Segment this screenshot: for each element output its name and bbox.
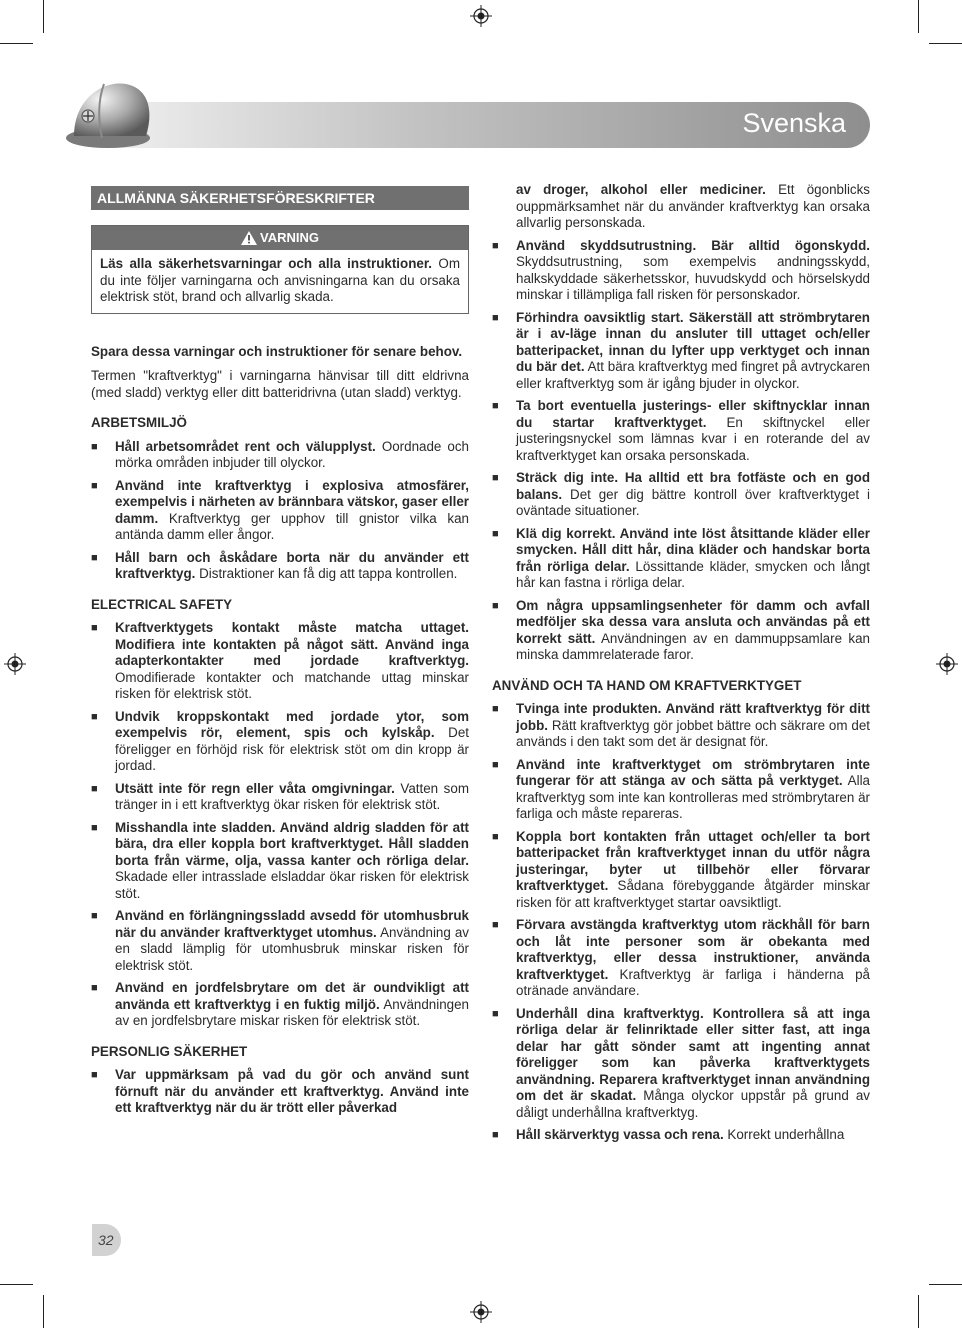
item-text: Ett ögonblicks ouppmärksamhet när du använder kraftverktyg kan orsaka allvarlig personskada. <box>516 182 871 230</box>
item-bold: Använd en jordfelsbrytare om det är oundvikligt att använda ett kraftverktyg i en fuktig miljö. <box>115 980 469 1012</box>
term-note: Termen "kraftverktyg" i varningarna hänvisar till ditt eldrivna (med sladd) verktyg eller ditt batteridrivna (utan sladd) verktyg. <box>91 368 469 400</box>
list-item <box>492 1127 870 1144</box>
list-item <box>91 620 469 703</box>
item-bold: Klä dig korrekt. Använd inte löst åtsittande kläder eller smycken. Håll ditt hår, dina kläder och handskar borta från rörliga delar. <box>516 525 870 574</box>
warning-bold-text: Läs alla säkerhetsvarningar och alla instruktioner. <box>100 256 433 271</box>
item-text: Användning av en sladd lämplig för utomhusbruk minskar risken för elektrisk stöt. <box>115 924 470 973</box>
item-text: Att bära kraftverktyg med fingret på avtryckaren eller kraftverktyg som är igång bjuder in olyckor. <box>516 359 870 391</box>
item-bold: Använd skyddsutrustning. Bär alltid ögonskydd. <box>516 237 870 253</box>
item-text: Kraftverktyg ger upphov till gnistor vilka kan antända damm eller ångor. <box>115 510 469 542</box>
registration-mark-icon <box>936 653 958 675</box>
item-bold: Kraftverktygets kontakt måste matcha uttaget. Modifiera inte kontakten på något sätt. Använd inga adapterkontakter med jordade kraftverktyg. <box>115 620 469 668</box>
item-bold: Misshandla inte sladden. Använd aldrig sladden för att bära, dra eller koppla bort kraftverktyget. Håll sladden borta från värme, olja, vassa kanter och rörliga delar. <box>115 819 469 868</box>
list-item <box>492 757 870 823</box>
bullet-square-icon: ■ <box>492 830 499 843</box>
item-text: Skadade eller intrasslade elsladdar ökar risken för elektrisk stöt. <box>115 869 469 901</box>
electrical-safety-list <box>91 620 469 1030</box>
bullet-square-icon: ■ <box>91 440 98 453</box>
item-bold: Använd inte kraftverktyg i explosiva atmosfärer, exempelvis i närheten av brännbara vätskor, gaser eller damm. <box>115 477 469 526</box>
heading-work-area: ARBETSMILJÖ <box>91 415 187 430</box>
crop-mark <box>929 1284 962 1285</box>
bullet-square-icon: ■ <box>492 400 499 412</box>
bullet-square-icon: ■ <box>492 527 499 540</box>
list-item <box>91 439 469 472</box>
bullet-square-icon: ■ <box>492 239 499 252</box>
crop-mark <box>0 43 33 44</box>
bullet-square-icon: ■ <box>492 1129 499 1141</box>
bullet-square-icon: ■ <box>91 782 98 795</box>
list-item <box>492 598 870 664</box>
item-text: Rätt kraftverktyg gör jobbet bättre och säkrare om det används i den takt som det är designat för. <box>516 717 870 749</box>
crop-mark <box>43 0 44 33</box>
bullet-square-icon: ■ <box>91 622 98 634</box>
item-bold: Använd en förlängningssladd avsedd för utomhusbruk när du använder kraftverktyget utomhus. <box>115 908 469 940</box>
list-item <box>492 526 870 592</box>
registration-mark-icon <box>4 653 26 675</box>
page-number: 32 <box>98 1232 114 1248</box>
bullet-square-icon: ■ <box>91 710 98 723</box>
warning-box <box>91 225 469 314</box>
item-bold: Använd inte kraftverktyget om strömbrytaren inte fungerar för att stänga av och sätta på verktyget. <box>516 756 870 788</box>
item-bold: Ta bort eventuella justerings- eller skiftnycklar innan du startar kraftverktyget. <box>516 398 870 430</box>
list-item <box>91 478 469 544</box>
registration-mark-icon <box>470 1301 492 1323</box>
item-text: Vatten som tränger in i ett kraftverktyg ökar risken för elektrisk stöt. <box>115 780 469 812</box>
item-text: Användningen av en jordfelsbrytare miskar risken för elektrisk stöt. <box>115 996 470 1028</box>
right-column <box>492 182 870 1150</box>
item-bold: Underhåll dina kraftverktyg. Kontrollera så att inga rörliga delar är felinriktade eller sitter fast, att inga delar har gått sönder samt att ingenting annat föreligger som kan påverka kraftverktygets användning. Reparera kraftverktyget innan användning om det är skadat. <box>516 1005 870 1103</box>
bullet-square-icon: ■ <box>91 821 98 834</box>
heading-personal-safety: PERSONLIG SÄKERHET <box>91 1043 248 1059</box>
bullet-square-icon: ■ <box>492 758 499 771</box>
list-item <box>91 980 469 1030</box>
item-bold: Om några uppsamlingsenheter för damm och avfall medföljer ska dessa vara ansluta och användas på ett korrekt sätt. <box>516 597 870 646</box>
bullet-square-icon: ■ <box>91 910 98 922</box>
work-area-list <box>91 439 469 583</box>
item-text: Korrekt underhållna <box>723 1127 845 1142</box>
save-note-text: Spara dessa varningar och instruktioner för senare behov. <box>91 343 463 359</box>
item-text: Användningen av en dammuppsamlare kan minska dammrelaterade faror. <box>516 630 871 662</box>
use-and-care-list <box>492 701 870 1144</box>
section-title: ALLMÄNNA SÄKERHETSFÖRESKRIFTER <box>91 186 469 210</box>
item-bold: Tvinga inte produkten. Använd rätt kraftverktyg för ditt jobb. <box>516 701 870 733</box>
item-bold: Håll skärverktyg vassa och rena. <box>516 1127 724 1142</box>
heading-electrical-safety: ELECTRICAL SAFETY <box>91 596 233 612</box>
bullet-square-icon: ■ <box>492 919 499 931</box>
list-item <box>492 398 870 464</box>
list-item <box>492 917 870 1000</box>
safety-helmet-icon <box>64 76 160 152</box>
item-text: Lössittande kläder, smycken och långt hår kan fastna i rörliga delar. <box>516 558 870 590</box>
item-text: Kraftverktyg är farliga i händerna på otränade användare. <box>516 966 870 998</box>
item-text: Skyddsutrustning, som exempelvis andningsskydd, halkskyddade säkerhetsskor, huvudskydd och hörselskydd minskar i tillämpliga fall risken för personskador. <box>516 254 870 302</box>
bullet-square-icon: ■ <box>492 599 499 612</box>
item-text: Omodifierade kontakter och matchande uttag minskar risken för elektrisk stöt. <box>115 669 469 701</box>
item-bold: Koppla bort kontakten från uttaget och/eller ta bort batteripacket från kraftverktyget innan du utför några justeringar, byter ut tillbehör eller förvarar kraftverktyget. <box>516 828 870 893</box>
warning-text: Om du inte följer varningarna och anvisningarna kan du orsaka elektrisk stöt, brand och allvarlig skada. <box>100 256 461 304</box>
item-text: Det ger dig bättre kontroll över kraftverktyget i oväntade situationer. <box>516 486 870 518</box>
list-item <box>91 820 469 903</box>
item-text: Distraktioner kan få dig att tappa kontrollen. <box>195 566 458 581</box>
item-text: Många olyckor uppstår på grund av dåligt underhållna kraftverktyg. <box>516 1088 870 1120</box>
list-item <box>91 1067 469 1117</box>
bullet-square-icon: ■ <box>91 479 98 492</box>
language-title: Svenska <box>742 108 846 138</box>
bullet-square-icon: ■ <box>91 1069 98 1081</box>
bullet-square-icon: ■ <box>492 311 499 324</box>
list-item <box>492 701 870 751</box>
warning-body <box>92 250 468 313</box>
personal-safety-list <box>492 238 870 664</box>
personal-safety-list-start <box>91 1067 469 1117</box>
bullet-square-icon: ■ <box>91 551 98 564</box>
list-item <box>492 310 870 393</box>
warning-triangle-icon <box>241 231 257 245</box>
item-bold: Utsätt inte för regn eller våta omgivningar. <box>115 780 395 796</box>
item-text: Alla kraftverktyg som inte kan kontrolleras med strömbrytaren är farliga och måste repareras. <box>516 773 870 821</box>
list-item <box>91 908 469 974</box>
continued-item <box>492 182 870 232</box>
bullet-square-icon: ■ <box>492 1007 499 1020</box>
language-banner <box>92 102 870 148</box>
left-column <box>91 186 469 1123</box>
bullet-square-icon: ■ <box>492 472 499 484</box>
item-bold: Var uppmärksam på vad du gör och använd sunt förnuft när du använder ett kraftverktyg. Använd inte ett kraftverktyg när du är trött eller påverkad <box>115 1067 469 1115</box>
crop-mark <box>929 43 962 44</box>
crop-mark <box>918 0 919 33</box>
item-bold: Förvara avstängda kraftverktyg utom räckhåll för barn och låt inte personer som är obekanta med kraftverktyg, eller dessa instruktioner, använda kraftverktyget. <box>516 917 870 982</box>
item-text: En skiftnyckel eller justeringsnyckel som lämnas kvar i en roterande del av kraftverktyget kan orsaka personskada. <box>516 414 870 463</box>
registration-mark-icon <box>470 5 492 27</box>
page-number-tab <box>92 1224 121 1256</box>
item-bold: Håll barn och åskådare borta när du använder ett kraftverktyg. <box>115 549 469 581</box>
item-text: Oordnade och mörka områden inbjuder till olyckor. <box>115 438 470 470</box>
list-item <box>492 829 870 912</box>
item-text: Det föreligger en förhöjd risk för elektrisk stöt om din kropp är jordad. <box>115 725 469 773</box>
save-note <box>91 344 469 361</box>
warning-header <box>92 226 468 250</box>
warning-label: VARNING <box>260 230 319 245</box>
list-item <box>91 781 469 814</box>
list-item <box>91 550 469 583</box>
list-item <box>91 709 469 775</box>
bullet-square-icon: ■ <box>91 982 98 994</box>
crop-mark <box>918 1295 919 1328</box>
item-bold: Undvik kroppskontakt med jordade ytor, som exempelvis rör, element, spis och kylskåp. <box>115 708 469 740</box>
item-text: Sådana förebyggande åtgärder minskar risken för att kraftverktyget startar oavsiktligt. <box>516 878 870 910</box>
bullet-square-icon: ■ <box>492 703 499 715</box>
item-bold: Förhindra oavsiktlig start. Säkerställ att strömbrytaren är i av-läge innan du ansluter till uttaget och/eller batteripacket, innan du lyfter upp verktyget och innan du bär det. <box>516 309 870 374</box>
item-bold: av droger, alkohol eller mediciner. <box>516 182 766 197</box>
item-bold: Sträck dig inte. Ha alltid ett bra fotfäste och en god balans. <box>516 470 870 502</box>
crop-mark <box>0 1284 33 1285</box>
list-item <box>492 238 870 304</box>
crop-mark <box>43 1295 44 1328</box>
item-bold: Håll arbetsområdet rent och välupplyst. <box>115 438 376 454</box>
list-item <box>492 1006 870 1122</box>
heading-use-and-care: ANVÄND OCH TA HAND OM KRAFTVERKTYGET <box>492 677 802 693</box>
list-item <box>492 470 870 520</box>
